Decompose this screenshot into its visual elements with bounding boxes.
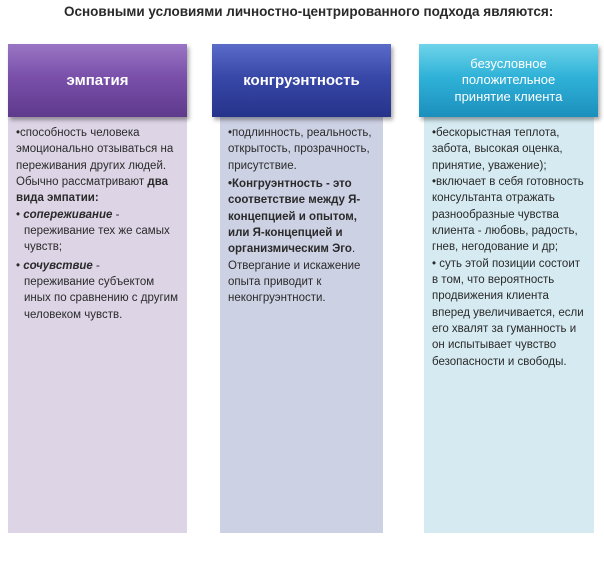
empathy-definition [16, 125, 179, 207]
congruence-definition-rest: . Отвергание и искажение опыта приводит к неконгруэнтности. [228, 243, 361, 305]
header-line: положительное [461, 72, 556, 88]
bullet-icon: • [16, 208, 21, 221]
empathy-type-term: сопереживание [23, 208, 113, 221]
acceptance-point: •бескорыстная теплота, забота, высокая оценка, принятие, уважение); [432, 127, 563, 172]
empathy-type-description: переживание тех же самых чувств; [24, 224, 170, 254]
header-line: безусловное [470, 56, 547, 72]
page-title: Основными условиями личностно-центрированного подхода являются: [64, 4, 554, 19]
column-header-congruence: конгруэнтность [212, 44, 391, 117]
column-body-acceptance [424, 115, 594, 533]
congruence-qualities: •подлинность, реальность, открытость, прозрачность, присутствие. [228, 127, 372, 172]
column-body-congruence [220, 115, 383, 533]
column-empathy [8, 44, 187, 533]
column-acceptance [419, 44, 598, 533]
acceptance-point: •включает в себя готовность консультанта отражать разнообразные чувства клиента - любовь, радость, гнев, негодование и др; [432, 175, 584, 254]
empathy-type-item [16, 258, 179, 274]
header-line: принятие клиента [454, 88, 563, 104]
congruence-definition [228, 176, 375, 307]
empathy-type-description: переживание субъектом иных по сравнению с другим человеком чувств. [24, 275, 178, 321]
bullet-icon: • [16, 259, 21, 272]
column-header-empathy: эмпатия [8, 44, 187, 117]
column-body-empathy [8, 115, 187, 533]
empathy-type-item [16, 207, 179, 223]
column-header-acceptance [419, 44, 598, 117]
empathy-type-term: сочувствие [23, 259, 93, 272]
column-congruence [212, 44, 391, 533]
congruence-definition-bold: •Конгруэнтность - это соответствие между Я-концепцией и опытом, или Я-концепцией и организмическим Эго [228, 177, 361, 256]
acceptance-point: • суть этой позиции состоит в том, что вероятность продвижения клиента вперед увеличивается, если его хвалят за гуманность и он испытывает чувство безопасности и свободы. [432, 257, 584, 368]
empathy-intro-text: •способность человека эмоционально отзываться на переживания других людей. Обычно рассматривают [16, 127, 174, 188]
empathy-type-dash: - [112, 208, 120, 221]
empathy-two-types-text: два вида эмпатии: [16, 175, 169, 205]
empathy-type-dash: - [92, 259, 100, 272]
